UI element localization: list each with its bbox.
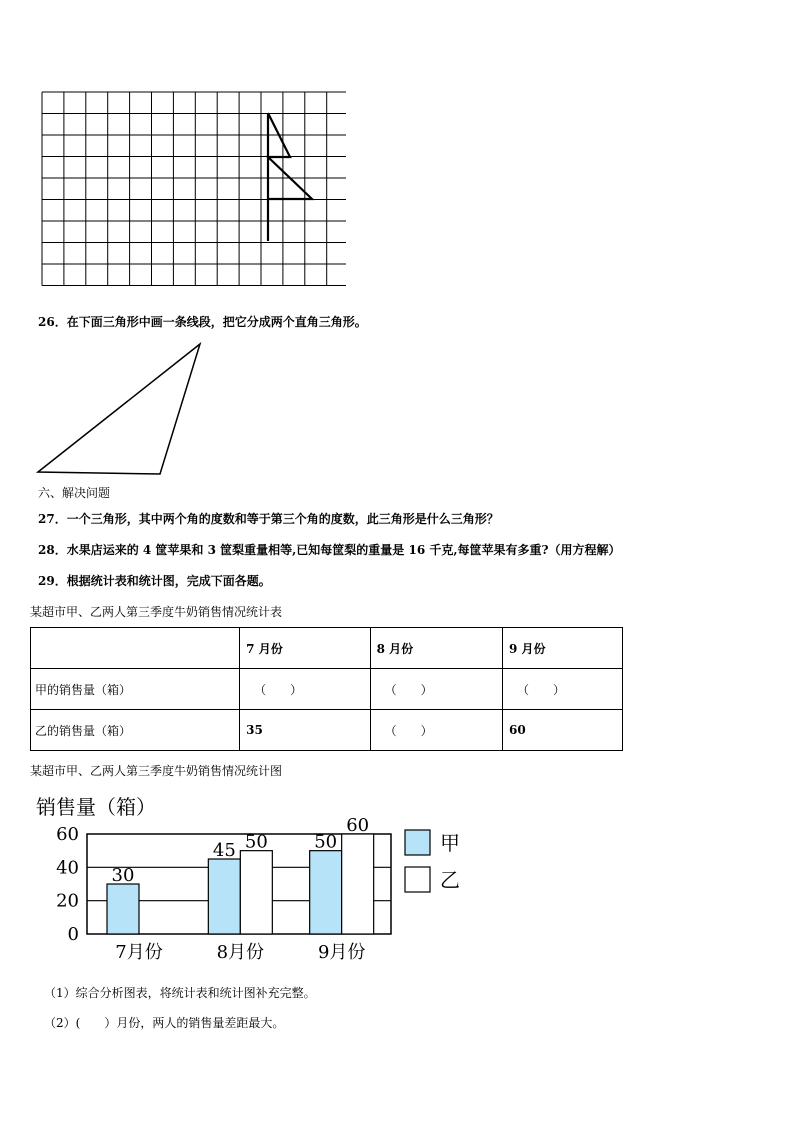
table-row <box>31 710 623 751</box>
table-title: 某超市甲、乙两人第三季度牛奶销售情况统计表 <box>30 605 283 619</box>
table-cell: 60 <box>502 710 622 751</box>
grid-figure <box>40 91 346 287</box>
chart-data-label: 60 <box>346 815 370 836</box>
triangle <box>38 344 200 474</box>
table-row-label: 乙的销售量（箱） <box>31 710 240 751</box>
chart-ytick-label: 60 <box>56 824 79 845</box>
table-row <box>31 669 623 710</box>
table-header-row <box>31 628 623 669</box>
section-6-heading: 六、解决问题 <box>38 486 111 500</box>
chart-data-label: 50 <box>314 831 338 853</box>
table-cell: 35 <box>240 710 370 751</box>
chart-data-label: 45 <box>212 840 236 861</box>
chart-ytick-label: 0 <box>67 924 79 945</box>
chart-xtick-label: 8月份 <box>216 942 265 963</box>
chart-xtick-label: 7月份 <box>115 942 163 963</box>
legend-swatch <box>405 867 430 892</box>
chart-data-label: 50 <box>244 831 268 853</box>
table-cell: （ ） <box>502 669 622 710</box>
subquestion-2: （2）( ）月份，两人的销售量差距最大。 <box>44 1016 285 1030</box>
table-header-cell <box>31 628 240 669</box>
table-cell: （ ） <box>240 669 370 710</box>
legend-label: 乙 <box>440 868 460 892</box>
chart-bar <box>107 884 139 934</box>
chart-bar <box>208 859 240 934</box>
chart-ylabel: 销售量（箱） <box>36 795 156 819</box>
chart-xtick-label: 9月份 <box>317 942 366 963</box>
bar-chart <box>30 792 470 972</box>
table-header-cell: 8 月份 <box>370 628 502 669</box>
legend-label: 甲 <box>440 831 460 855</box>
table-cell: （ ） <box>370 710 502 751</box>
legend-swatch <box>405 830 430 855</box>
statistics-table <box>30 627 623 751</box>
chart-legend <box>405 830 460 892</box>
table-row-label: 甲的销售量（箱） <box>31 669 240 710</box>
question-27: 27．一个三角形，其中两个角的度数和等于第三个角的度数，此三角形是什么三角形？ <box>38 512 499 526</box>
table-header-cell: 7 月份 <box>240 628 370 669</box>
table-cell: （ ） <box>370 669 502 710</box>
chart-bars <box>107 815 374 934</box>
chart-bar <box>310 851 342 934</box>
grid-shape <box>268 113 312 241</box>
table-header-cell: 9 月份 <box>502 628 622 669</box>
question-28: 28．水果店运来的 4 筐苹果和 3 筐梨重量相等,已知每筐梨的重量是 16 千克,每筐苹果有多重?（用方程解） <box>38 543 621 557</box>
subquestion-1: （1）综合分析图表，将统计表和统计图补充完整。 <box>44 986 316 1000</box>
triangle-figure <box>34 338 206 480</box>
chart-ytick-label: 40 <box>56 857 79 879</box>
chart-bar <box>240 851 272 934</box>
chart-ytick-label: 20 <box>56 890 79 912</box>
chart-bar <box>342 834 374 934</box>
question-29: 29．根据统计表和统计图，完成下面各题。 <box>38 574 271 588</box>
chart-data-label: 30 <box>111 865 135 886</box>
question-26: 26．在下面三角形中画一条线段，把它分成两个直角三角形。 <box>38 315 367 329</box>
chart-title: 某超市甲、乙两人第三季度牛奶销售情况统计图 <box>30 764 283 778</box>
